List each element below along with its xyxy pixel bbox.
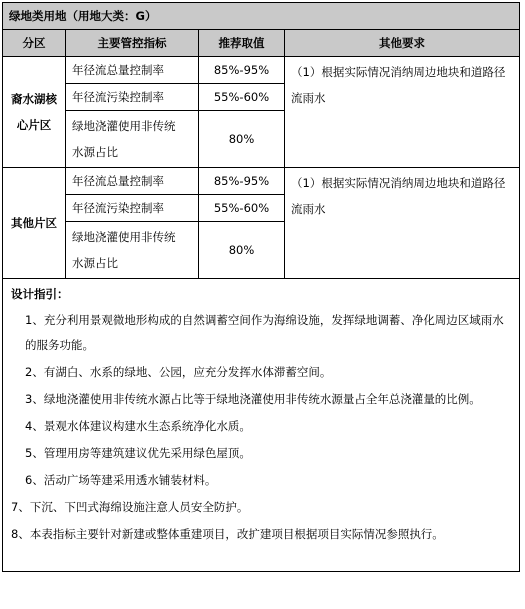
- design-guide-title: 设计指引：: [11, 287, 69, 301]
- zone-name-line: 其他片区: [11, 216, 57, 230]
- zone-name-line: 裔水湖核: [11, 92, 57, 106]
- title-row: [3, 3, 520, 30]
- guide-item: 1、充分利用景观微地形构成的自然调蓄空间作为海绵设施，发挥绿地调蓄、净化周边区域雨水的服务功能。: [25, 313, 504, 352]
- header-row: [3, 30, 520, 57]
- indicator-cell: 年径流总量控制率: [66, 168, 199, 195]
- other-requirement-cell: （1）根据实际情况消纳周边地块和道路径流雨水: [285, 57, 520, 168]
- indicator-line: 水源占比: [72, 145, 118, 159]
- value-cell: 55%-60%: [199, 195, 285, 222]
- value-cell: 85%-95%: [199, 168, 285, 195]
- table-row: [3, 57, 520, 84]
- indicator-cell: 年径流污染控制率: [66, 84, 199, 111]
- indicator-cell: [66, 222, 199, 279]
- guide-item: 6、活动广场等建采用透水铺装材料。: [25, 473, 217, 487]
- indicator-line: 绿地浇灌使用非传统: [72, 230, 176, 244]
- indicator-cell: 年径流污染控制率: [66, 195, 199, 222]
- guide-row: [3, 279, 520, 572]
- header-other: 其他要求: [285, 30, 520, 57]
- value-cell: 85%-95%: [199, 57, 285, 84]
- zone-name-cell: [3, 168, 66, 279]
- zone-name-line: 心片区: [16, 118, 52, 132]
- guide-item: 8、本表指标主要针对新建或整体重建项目，改扩建项目根据项目实际情况参照执行。: [11, 527, 444, 541]
- indicator-cell: 年径流总量控制率: [66, 57, 199, 84]
- green-land-control-table: [2, 2, 520, 572]
- indicator-line: 水源占比: [72, 256, 118, 270]
- indicator-line: 绿地浇灌使用非传统: [72, 119, 176, 133]
- table-title: 绿地类用地（用地大类：G）: [3, 3, 520, 30]
- header-value: 推荐取值: [199, 30, 285, 57]
- header-indicator: 主要管控指标: [66, 30, 199, 57]
- header-zone: 分区: [3, 30, 66, 57]
- value-cell: 55%-60%: [199, 84, 285, 111]
- design-guide-cell: [3, 279, 520, 572]
- guide-item: 7、下沉、下凹式海绵设施注意人员安全防护。: [11, 500, 249, 514]
- guide-item: 4、景观水体建议构建水生态系统净化水质。: [25, 419, 251, 433]
- guide-item: 2、有湖白、水系的绿地、公园，应充分发挥水体滞蓄空间。: [25, 365, 332, 379]
- zone-name-cell: [3, 57, 66, 168]
- other-requirement-cell: （1）根据实际情况消纳周边地块和道路径流雨水: [285, 168, 520, 279]
- indicator-cell: [66, 111, 199, 168]
- guide-item: 3、绿地浇灌使用非传统水源占比等于绿地浇灌使用非传统水源量占全年总浇灌量的比例。: [25, 392, 481, 406]
- value-cell: 80%: [199, 222, 285, 279]
- guide-item: 5、管理用房等建筑建议优先采用绿色屋顶。: [25, 446, 251, 460]
- table-row: [3, 168, 520, 195]
- value-cell: 80%: [199, 111, 285, 168]
